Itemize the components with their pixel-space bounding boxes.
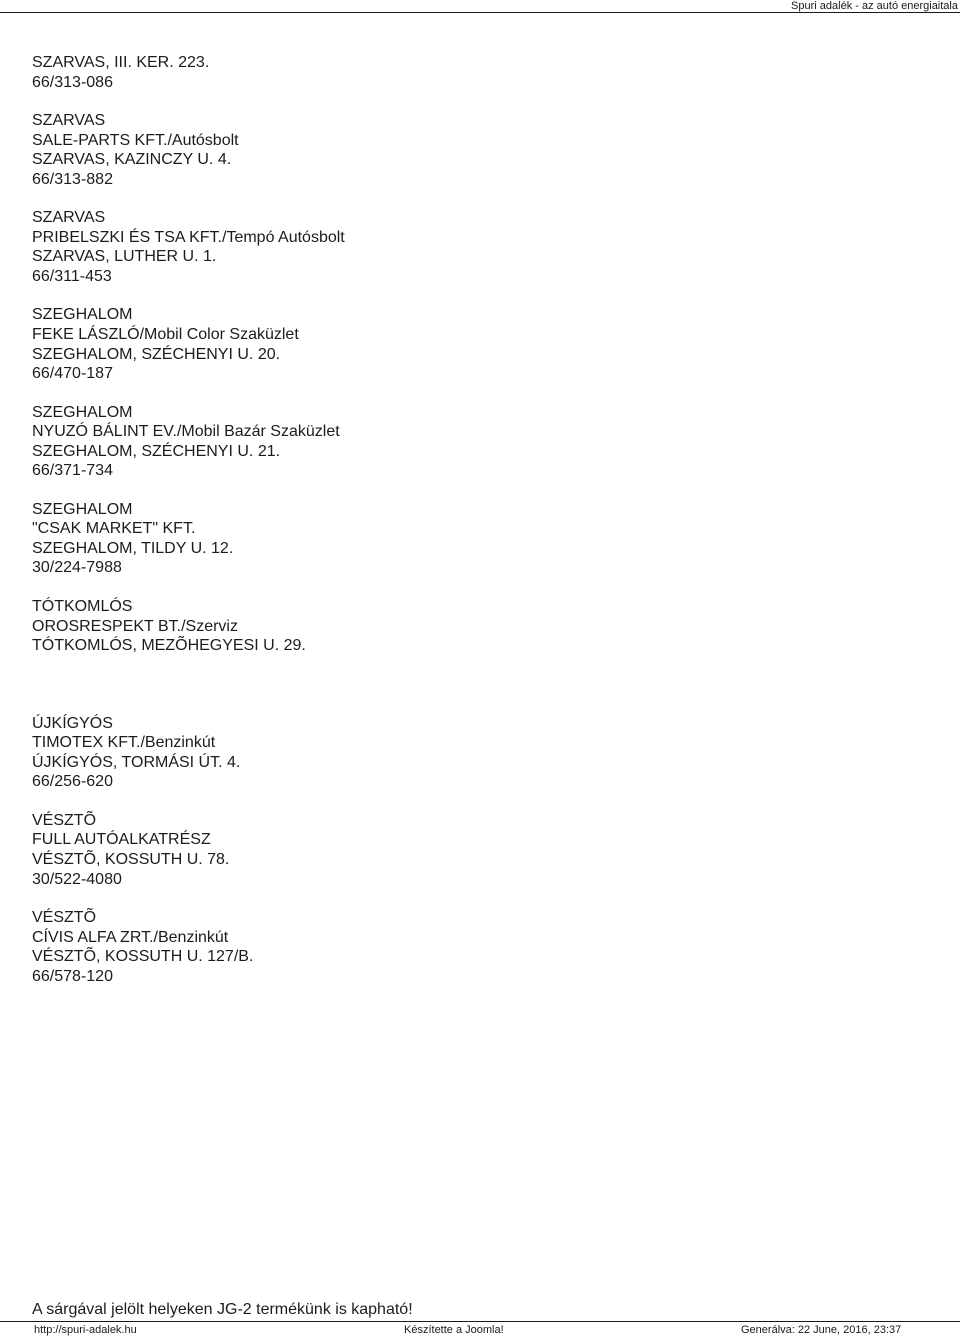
dealer-entry <box>32 597 932 656</box>
dealer-phone: 30/522-4080 <box>32 870 122 888</box>
dealer-entry <box>32 305 932 383</box>
dealer-city: SZEGHALOM <box>32 306 133 324</box>
dealer-entry <box>32 811 932 889</box>
dealer-address: TÓTKOMLÓS, MEZÕHEGYESI U. 29. <box>32 637 306 655</box>
dealer-address: SZEGHALOM, SZÉCHENYI U. 20. <box>32 345 281 363</box>
footer-divider <box>0 1321 960 1322</box>
dealer-list <box>32 53 932 1005</box>
dealer-phone: 66/371-734 <box>32 462 113 480</box>
dealer-phone: 30/224-7988 <box>32 559 122 577</box>
dealer-entry <box>32 714 932 792</box>
dealer-city: SZEGHALOM <box>32 403 133 421</box>
dealer-city: TÓTKOMLÓS <box>32 598 133 616</box>
dealer-name: NYUZÓ BÁLINT EV./Mobil Bazár Szaküzlet <box>32 423 340 441</box>
made-with-label: Készítette a Joomla! <box>404 1324 504 1336</box>
dealer-entry <box>32 208 932 286</box>
dealer-name: FULL AUTÓALKATRÉSZ <box>32 831 211 849</box>
dealer-phone: 66/470-187 <box>32 365 113 383</box>
dealer-entry <box>32 908 932 986</box>
dealer-address: SZEGHALOM, TILDY U. 12. <box>32 539 234 557</box>
dealer-address: SZARVAS, III. KER. 223. <box>32 54 210 71</box>
dealer-city: VÉSZTÕ <box>32 811 97 829</box>
dealer-name: "CSAK MARKET" KFT. <box>32 520 196 538</box>
dealer-entry <box>32 403 932 481</box>
dealer-name: TIMOTEX KFT./Benzinkút <box>32 734 216 752</box>
dealer-phone: 66/256-620 <box>32 773 113 791</box>
dealer-city: SZARVAS <box>32 209 106 227</box>
dealer-address: VÉSZTÕ, KOSSUTH U. 127/B. <box>32 948 254 966</box>
dealer-name: PRIBELSZKI ÉS TSA KFT./Tempó Autósbolt <box>32 228 345 246</box>
dealer-name: OROSRESPEKT BT./Szerviz <box>32 617 238 635</box>
generated-timestamp: Generálva: 22 June, 2016, 23:37 <box>741 1324 902 1336</box>
dealer-address: VÉSZTÕ, KOSSUTH U. 78. <box>32 850 230 868</box>
availability-note: A sárgával jelölt helyeken JG-2 termékünk is kapható! <box>32 1301 413 1318</box>
dealer-name: CÍVIS ALFA ZRT./Benzinkút <box>32 928 229 946</box>
dealer-city: ÚJKÍGYÓS <box>32 714 113 732</box>
dealer-city: SZARVAS <box>32 112 106 130</box>
dealer-phone: 66/578-120 <box>32 967 113 985</box>
header-divider <box>0 12 960 13</box>
site-url-link[interactable]: http://spuri-adalek.hu <box>34 1324 137 1336</box>
dealer-name: FEKE LÁSZLÓ/Mobil Color Szaküzlet <box>32 326 299 344</box>
dealer-address: ÚJKÍGYÓS, TORMÁSI ÚT. 4. <box>32 753 241 771</box>
dealer-phone: 66/311-453 <box>32 267 112 285</box>
dealer-city: VÉSZTÕ <box>32 909 97 927</box>
dealer-entry <box>32 111 932 189</box>
dealer-city: SZEGHALOM <box>32 500 133 518</box>
dealer-entry <box>32 500 932 578</box>
dealer-phone: 66/313-882 <box>32 170 113 188</box>
dealer-address: SZARVAS, KAZINCZY U. 4. <box>32 151 232 169</box>
dealer-address: SZARVAS, LUTHER U. 1. <box>32 248 217 266</box>
dealer-address: SZEGHALOM, SZÉCHENYI U. 21. <box>32 442 281 460</box>
dealer-phone: 66/313-086 <box>32 73 113 91</box>
dealer-name: SALE-PARTS KFT./Autósbolt <box>32 131 239 149</box>
dealer-entry <box>32 53 932 92</box>
page-header-title: Spuri adalék - az autó energiaitala <box>791 0 958 12</box>
